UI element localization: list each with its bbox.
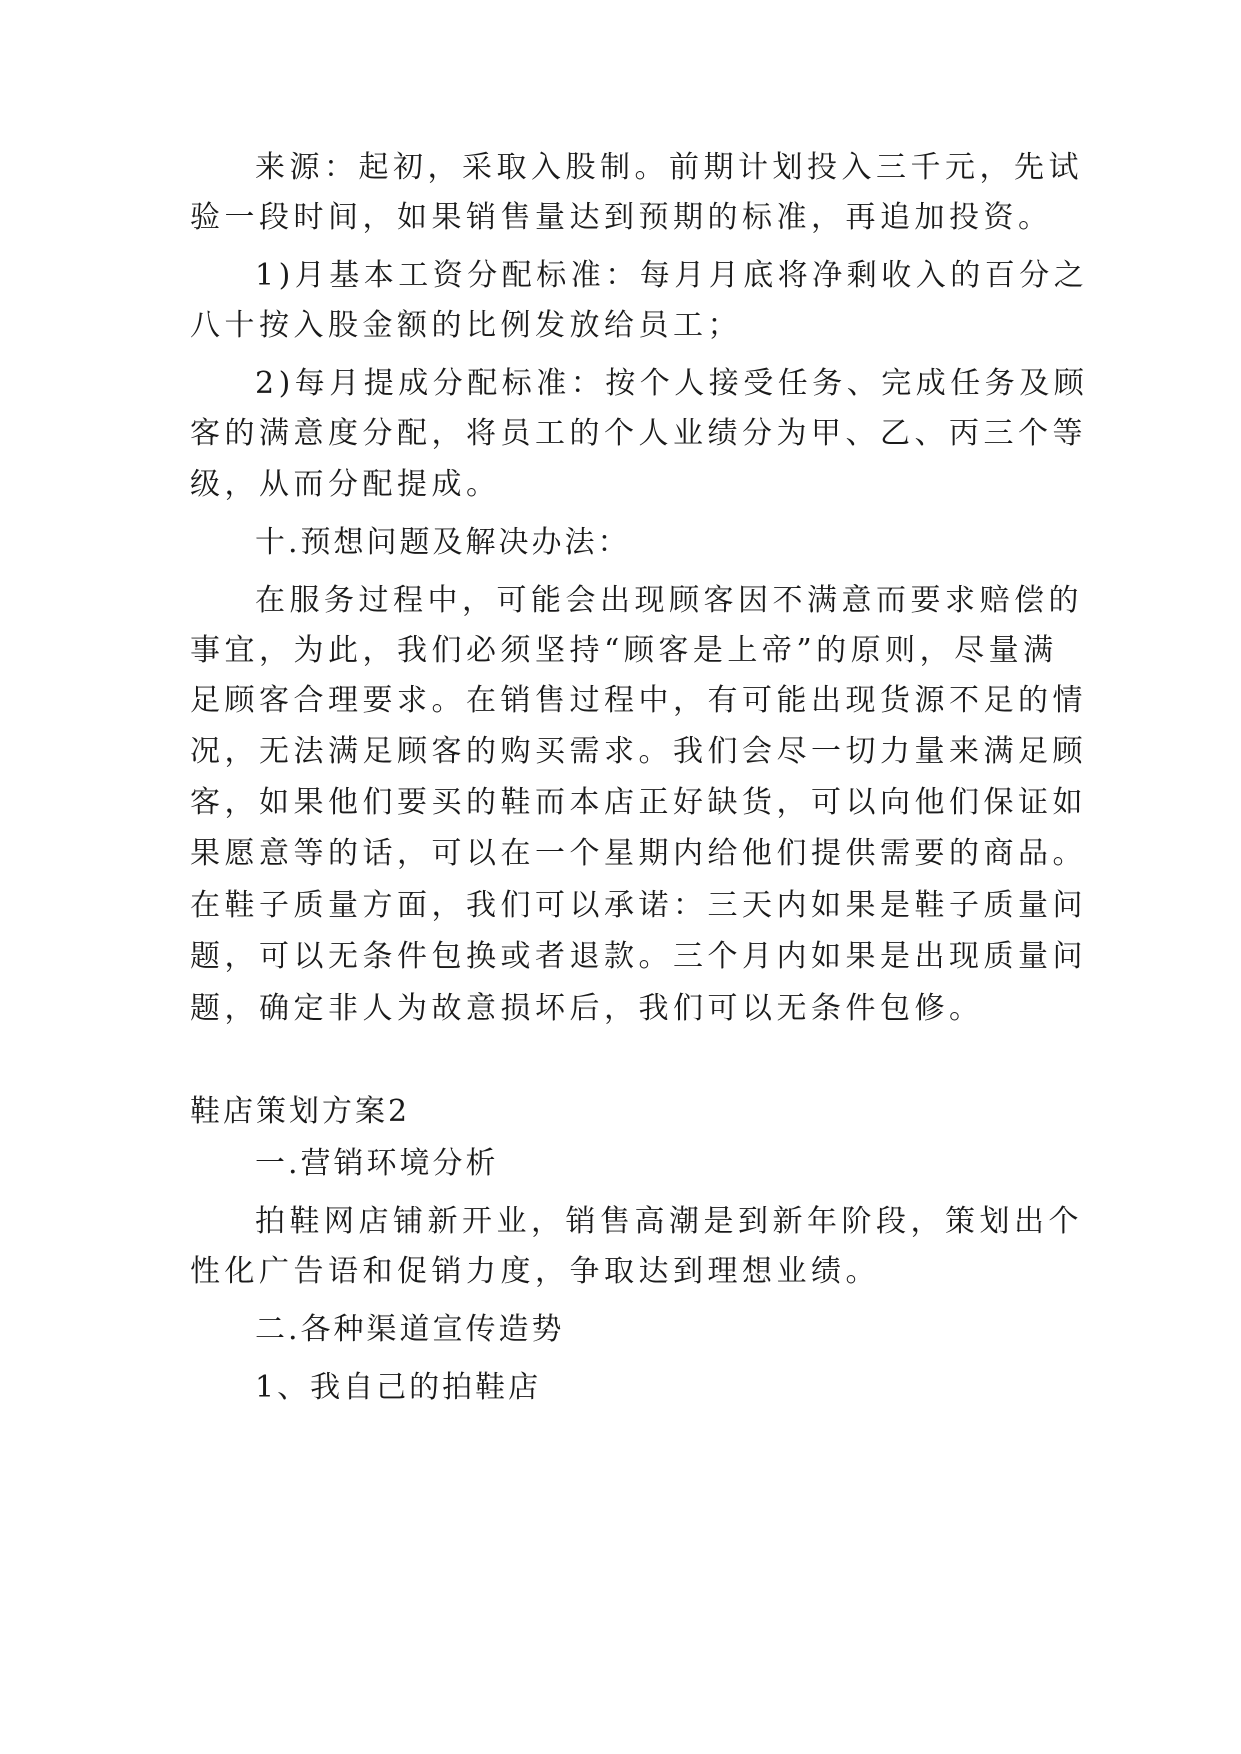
paragraph-line: 客的满意度分配，将员工的个人业绩分为甲、乙、丙三个等 (190, 416, 1087, 451)
paragraph-line: 事宜，为此，我们必须坚持“顾客是上帝”的原则，尽量满 (190, 633, 1058, 668)
paragraph-line: 况，无法满足顾客的购买需求。我们会尽一切力量来满足顾 (190, 734, 1087, 769)
paragraph-line: 在服务过程中，可能会出现顾客因不满意而要求赔偿的 (255, 583, 1083, 618)
paragraph-line: 拍鞋网店铺新开业，销售高潮是到新年阶段，策划出个 (255, 1204, 1083, 1239)
paragraph-line: 题，确定非人为故意损坏后，我们可以无条件包修。 (190, 991, 984, 1026)
paragraph-line: 八十按入股金额的比例发放给员工； (190, 308, 742, 343)
list-item: 1、我自己的拍鞋店 (255, 1370, 542, 1405)
paragraph-line: 1)月基本工资分配标准：每月月底将净剩收入的百分之 (255, 258, 1089, 293)
paragraph-line: 客，如果他们要买的鞋而本店正好缺货，可以向他们保证如 (190, 785, 1087, 820)
paragraph-line: 验一段时间，如果销售量达到预期的标准，再追加投资。 (190, 200, 1053, 235)
section-heading: 二.各种渠道宣传造势 (255, 1312, 565, 1347)
section-heading: 十.预想问题及解决办法： (255, 525, 631, 560)
paragraph-line: 级，从而分配提成。 (190, 467, 501, 502)
paragraph-line: 性化广告语和促销力度，争取达到理想业绩。 (190, 1254, 880, 1289)
paragraph-line: 题，可以无条件包换或者退款。三个月内如果是出现质量问 (190, 939, 1087, 974)
paragraph-line: 2)每月提成分配标准：按个人接受任务、完成任务及顾 (255, 366, 1089, 401)
paragraph-line: 来源：起初，采取入股制。前期计划投入三千元，先试 (255, 150, 1083, 185)
paragraph-line: 足顾客合理要求。在销售过程中，有可能出现货源不足的情 (190, 683, 1087, 718)
document-title: 鞋店策划方案2 (190, 1094, 411, 1129)
paragraph-line: 果愿意等的话，可以在一个星期内给他们提供需要的商品。 (190, 836, 1087, 871)
paragraph-line: 在鞋子质量方面，我们可以承诺：三天内如果是鞋子质量问 (190, 888, 1087, 923)
section-heading: 一.营销环境分析 (255, 1146, 499, 1181)
